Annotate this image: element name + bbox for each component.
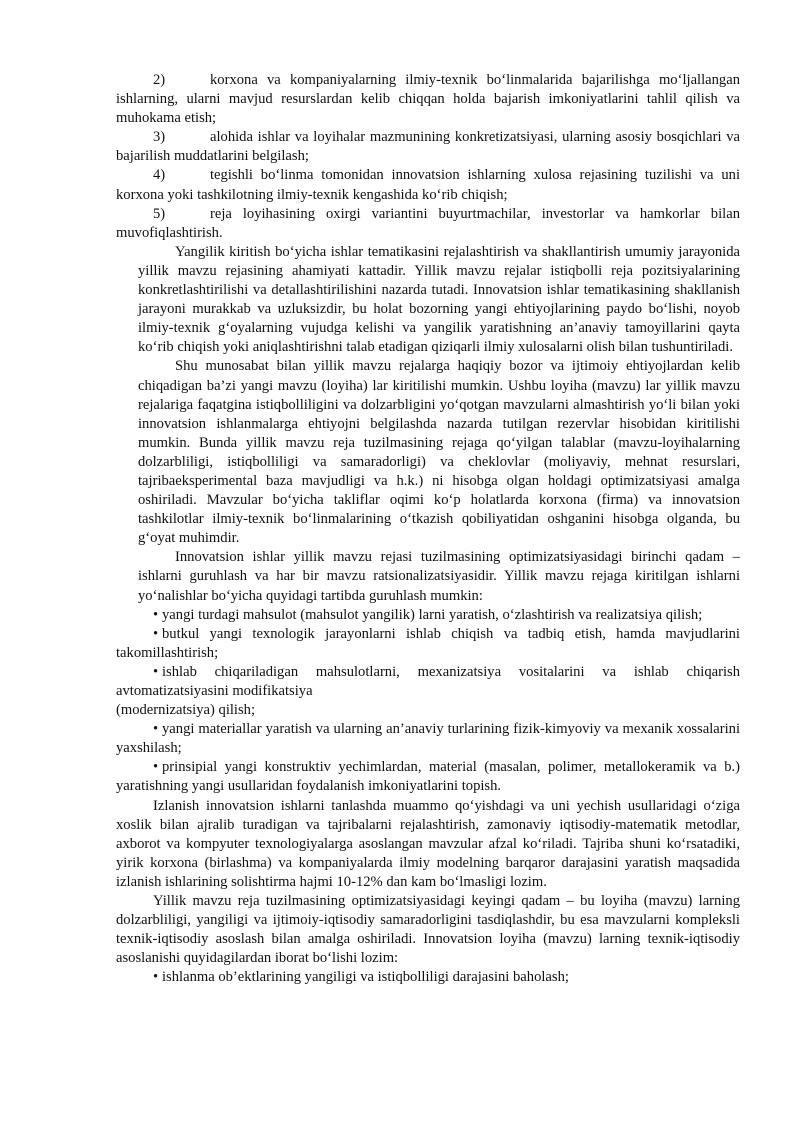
paragraph-feasibility: Yillik mavzu reja tuzilmasining optimizatsiyasidagi keyingi qadam – bu loyiha (mavzu) larning dolzarbliligi, yangiligi va ijtimoiy-iqtisodiy samaradorligini tasdiqlashdir, bu esa mavzularni kompleksli texnik-iqtisodiy asoslash bilan amalga oshiriladi. Innovatsion loyiha (mavzu) larning texnik-iqtisodiy asoslanishi quyidagilardan iborat bo‘lishi lozim: xyxy=(116,893,740,967)
paragraph-grouping: Innovatsion ishlar yillik mavzu rejasi tuzilmasining optimizatsiyasidagi birinchi qadam – ishlarni guruhlash va har bir mavzu ratsionalizatsiyasidir. Yillik mavzu rejaga kiritilgan ishlarni yo‘nalishlar bo‘yicha quyidagi tartibda guruhlash mumkin: xyxy=(138,549,740,604)
item-number: 3) xyxy=(153,129,166,146)
bullet-dot: • xyxy=(153,625,159,642)
bullet-item-3 xyxy=(116,663,740,701)
bullet-dot: • xyxy=(153,606,159,623)
item-text: tegishli bo‘linma tomonidan innovatsion ishlarning xulosa rejasining tuzilishi va uni korxona yoki tashkilotning ilmiy-texnik kengashida ko‘rib chiqish; xyxy=(116,167,740,203)
bullet-dot: • xyxy=(153,663,159,680)
item-number: 4) xyxy=(153,167,166,184)
bullet-item-final xyxy=(116,968,740,987)
item-text: alohida ishlar va loyihalar mazmunining konkretizatsiyasi, ularning asosiy bosqichlari va bajarilish muddatlarini belgilash; xyxy=(116,129,740,165)
bullet-text: butkul yangi texnologik jarayonlarni ishlab chiqish va tadbiq etish, hamda mavjudlarini takomillashtirish; xyxy=(116,625,740,661)
bullet-text: prinsipial yangi konstruktiv yechimlardan, material (masalan, polimer, metallokeramik va b.) yaratishning yangi usullaridan foydalanish imkoniyatlarini topish. xyxy=(116,759,740,795)
bullet-item-5 xyxy=(116,758,740,796)
numbered-item-5 xyxy=(116,205,740,243)
item-number: 5) xyxy=(153,205,166,222)
bullet-dot: • xyxy=(153,759,159,776)
numbered-item-4 xyxy=(116,166,740,204)
paragraph-new-topics: Shu munosabat bilan yillik mavzu rejalarga haqiqiy bozor va ijtimoiy ehtiyojlardan kelib chiqadigan ba’zi yangi mavzu (loyiha) lar kiritilishi mumkin. Ushbu loyiha (mavzu) lar yillik mavzu rejalariga faqatgina istiqbolliligini va dolzarbligini yo‘qotgan mavzularni almashtirish yo‘li bilan yoki innovatsion ishlanmalarga ehtiyojni belgilashda nazarda tutilgan rezervlar hisobidan kiritilishi mumkin. Bunda yillik mavzu reja tuzilmasining rejaga qo‘yilgan talablar (mavzu-loyihalarning dolzarbliligi, istiqbolliligi va samaradorligi) va cheklovlar (moliyaviy, mehnat resurslari, tajribaeksperimental baza mavjudligi va h.k.) ni hisobga olgan holdagi optimizatsiyasi amalga oshiriladi. Mavzular bo‘yicha takliflar oqimi ko‘p holatlarda korxona (firma) va innovatsion tashkilotlar ilmiy-texnik bo‘linmalarining o‘tkazish qobiliyatidan oshganini hisobga olganda, bu g‘oyat muhimdir. xyxy=(138,358,740,547)
numbered-item-3 xyxy=(116,128,740,166)
item-text: reja loyihasining oxirgi variantini buyurtmachilar, investorlar va hamkorlar bilan muvofiqlashtirish. xyxy=(116,205,740,241)
paragraph-research-selection: Izlanish innovatsion ishlarni tanlashda muammo qo‘yishdagi va uni yechish usullaridagi o‘ziga xoslik bilan ajralib turadigan va tajribalarni rejalashtirish, zamonaviy iqtisodiy-matematik metodlar, axborot va kompyuter texnologiyalarga asoslangan mavzular afzal ko‘riladi. Tajriba shuni ko‘rsatadiki, yirik korxona (birlashma) va kompaniyalarda ilmiy modelning barqaror darajasini yaratish maqsadida izlanish ishlarining solishtirma hajmi 10-12% dan kam bo‘lmasligi lozim. xyxy=(116,797,740,890)
bullet-item-1 xyxy=(116,606,740,625)
bullet-text: yangi materiallar yaratish va ularning an’anaviy turlarining fizik-kimyoviy va mexanik xossalarini yaxshilash; xyxy=(116,721,740,757)
paragraph-annual-plan: Yangilik kiritish bo‘yicha ishlar tematikasini rejalashtirish va shakllantirish umumiy jarayonida yillik mavzu rejasining ahamiyati kattadir. Yillik mavzu rejalar istiqbolli reja pozitsiyalarining konkretlashtirilishi va detallashtirilishini nazarda tutadi. Innovatsion ishlar tematikasining shakllanish jarayoni murakkab va uzluksizdir, bu holat bozorning yangi ehtiyojlarining paydo bo‘lishi, noyob ilmiy-texnik g‘oyalarning vujudga kelishi va yangilik yaratishning an’anaviy tamoyillarini qayta ko‘rib chiqish yoki aniqlashtirishni talab etadigan qiziqarli ilmiy xulosalarni olish bilan tushuntiriladi. xyxy=(138,243,740,356)
bullet-text: ishlab chiqariladigan mahsulotlarni, mexanizatsiya vositalarini va ishlab chiqarish avtomatizatsiyasini modifikatsiya xyxy=(116,663,740,699)
document-page xyxy=(116,71,740,988)
bullet-item-2 xyxy=(116,625,740,663)
bullet-text: yangi turdagi mahsulot (mahsulot yangilik) larni yaratish, o‘zlashtirish va realizatsiya qilish; xyxy=(162,606,703,623)
numbered-item-2 xyxy=(116,71,740,128)
bullet-item-4 xyxy=(116,720,740,758)
item-text: korxona va kompaniyalarning ilmiy-texnik bo‘linmalarida bajarilishga mo‘ljallangan ishlarning, ularni mavjud resurslardan kelib chiqqan holda bajarish imkoniyatlarini tahlil qilish va muhokama etish; xyxy=(116,72,740,127)
bullet-text: ishlanma ob’ektlarining yangiligi va istiqbolliligi darajasini baholash; xyxy=(162,969,569,986)
item-number: 2) xyxy=(153,72,166,88)
bullet-item-3-continuation: (modernizatsiya) qilish; xyxy=(116,702,256,719)
bullet-dot: • xyxy=(153,969,159,986)
bullet-dot: • xyxy=(153,721,159,738)
